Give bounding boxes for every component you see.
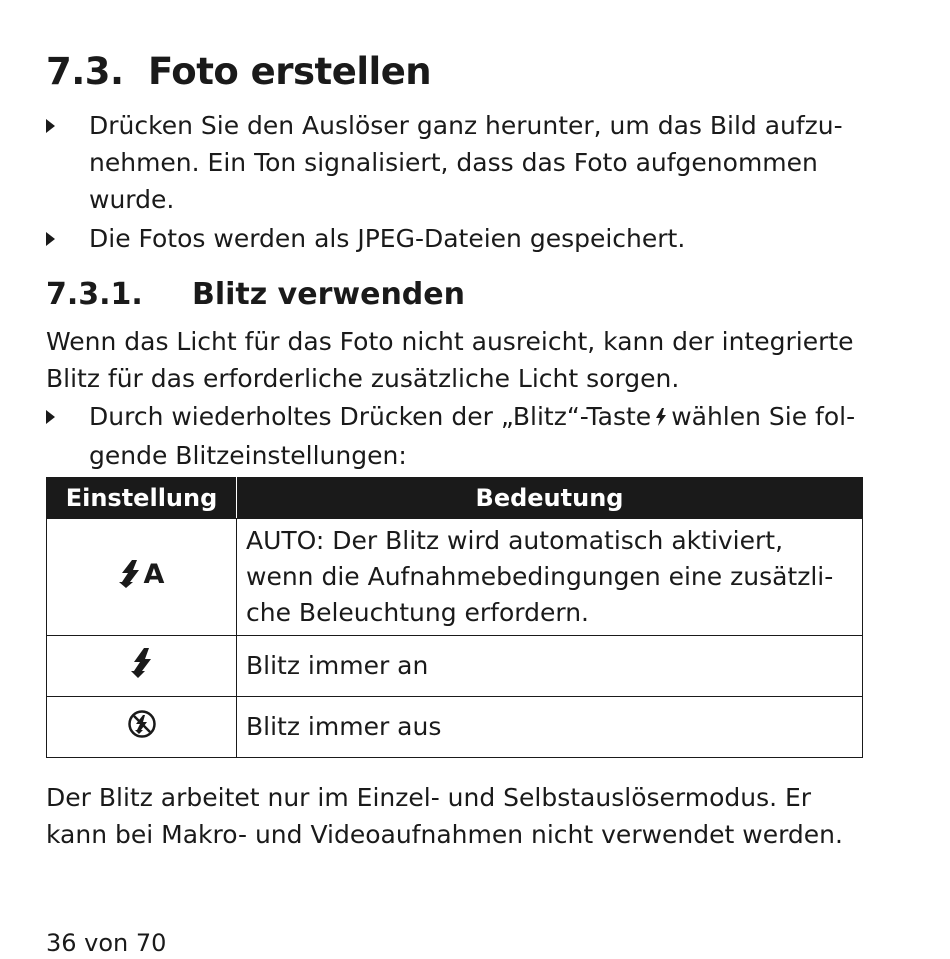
flash-auto-icon xyxy=(119,559,165,590)
intro-paragraph xyxy=(46,323,854,397)
paragraph-line: Der Blitz arbeitet nur im Einzel- und Selbstauslösermodus. Er xyxy=(46,783,812,812)
table-row xyxy=(47,697,863,758)
section-heading xyxy=(46,50,431,93)
bullet-text: wählen Sie fol- xyxy=(671,402,856,431)
flash-icon xyxy=(655,400,667,437)
section-title: Foto erstellen xyxy=(148,50,432,93)
subsection-heading xyxy=(46,277,465,312)
table-row xyxy=(47,519,863,636)
page-number: 36 von 70 xyxy=(46,929,167,957)
setting-cell xyxy=(47,519,237,636)
note-paragraph xyxy=(46,779,843,853)
column-header-meaning: Bedeutung xyxy=(237,478,863,519)
flash-settings-table xyxy=(46,477,863,758)
bullet-line: Die Fotos werden als JPEG-Dateien gespeichert. xyxy=(89,224,686,253)
table-header-row xyxy=(47,478,863,519)
meaning-line: che Beleuchtung erfordern. xyxy=(246,598,589,627)
meaning-line: AUTO: Der Blitz wird automatisch aktiviert, xyxy=(246,526,784,555)
flash-auto-letter: A xyxy=(143,558,165,590)
meaning-line: Blitz immer aus xyxy=(246,712,442,741)
column-header-setting: Einstellung xyxy=(47,478,237,519)
paragraph-line: Wenn das Licht für das Foto nicht ausreicht, kann der integrierte xyxy=(46,327,854,356)
bullet-line: nehmen. Ein Ton signalisiert, dass das Foto aufgenommen xyxy=(89,148,818,177)
setting-cell xyxy=(47,636,237,697)
paragraph-line: kann bei Makro- und Videoaufnahmen nicht verwendet werden. xyxy=(46,820,843,849)
bullet-text: Durch wiederholtes Drücken der „Blitz“-Taste xyxy=(89,402,652,431)
bullet-line xyxy=(89,398,869,437)
section-number: 7.3. xyxy=(46,50,124,93)
bullet-line: wurde. xyxy=(89,185,175,214)
setting-cell xyxy=(47,697,237,758)
flash-on-icon xyxy=(131,656,153,685)
paragraph-line: Blitz für das erforderliche zusätzliche Licht sorgen. xyxy=(46,364,680,393)
table-row xyxy=(47,636,863,697)
meaning-cell xyxy=(237,697,863,758)
meaning-cell xyxy=(237,636,863,697)
bullet-triangle-icon xyxy=(46,119,55,133)
meaning-cell xyxy=(237,519,863,636)
bullet-triangle-icon xyxy=(46,232,55,246)
bullet-line: Drücken Sie den Auslöser ganz herunter, um das Bild aufzu- xyxy=(89,111,843,140)
subsection-number: 7.3.1. xyxy=(46,277,143,312)
flash-off-icon xyxy=(127,716,157,745)
meaning-line: Blitz immer an xyxy=(246,651,429,680)
bullet-line: gende Blitzeinstellungen: xyxy=(89,441,407,470)
meaning-line: wenn die Aufnahmebedingungen eine zusätzli- xyxy=(246,562,834,591)
subsection-title: Blitz verwenden xyxy=(192,277,465,312)
bullet-triangle-icon xyxy=(46,410,55,424)
